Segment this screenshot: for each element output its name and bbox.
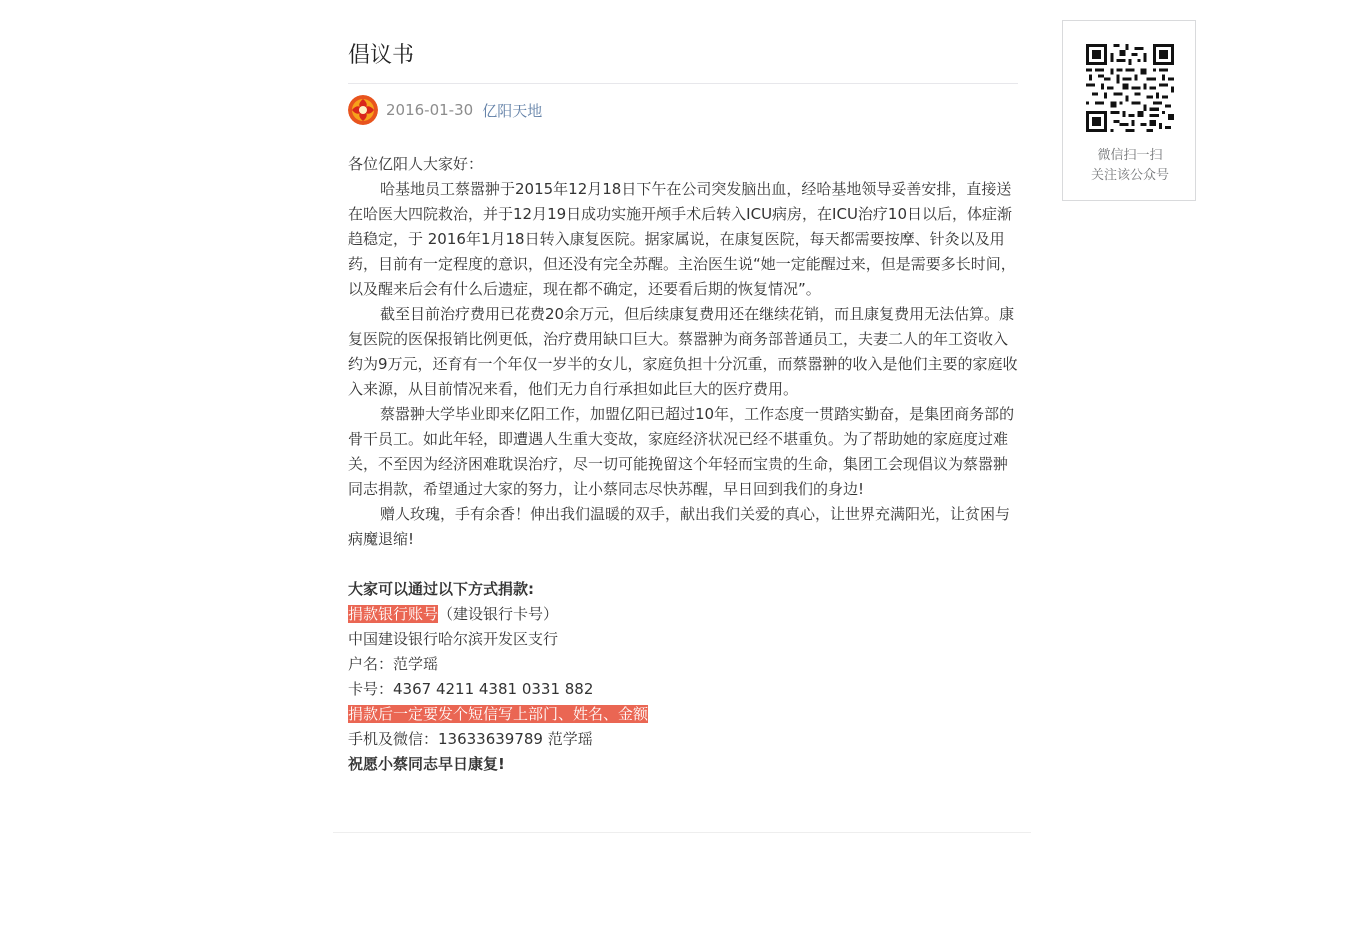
account-holder: 户名：范学瑶 (348, 655, 439, 673)
qr-caption-follow: 关注该公众号 (1090, 168, 1169, 183)
publish-date: 2016-01-30 (386, 101, 474, 119)
closing-wish: 祝愿小蔡同志早日康复! (348, 755, 505, 773)
bank-name: 中国建设银行哈尔滨开发区支行 (348, 630, 559, 648)
account-line (348, 602, 1018, 627)
content-bottom-divider (333, 832, 1031, 833)
sms-note-line (348, 702, 1018, 727)
article-title: 倡议书 (348, 43, 415, 68)
account-label-highlight: 捐款银行账号 (348, 605, 439, 623)
account-name-link[interactable]: 亿阳天地 (482, 101, 543, 120)
card-number: 卡号：4367 4211 4381 0331 882 (348, 680, 594, 698)
greeting: 各位亿阳人大家好： (348, 155, 484, 173)
article-meta (348, 95, 542, 125)
paragraph: 赠人玫瑰，手有余香！伸出我们温暖的双手，献出我们关爱的真心，让世界充满阳光，让贫困与病魔退缩! (348, 505, 1011, 548)
spacer (348, 552, 1018, 577)
paragraph: 截至目前治疗费用已花费20余万元，但后续康复费用还在继续花销，而且康复费用无法估算。康复医院的医保报销比例更低，治疗费用缺口巨大。蔡嚣翀为商务部普通员工，夫妻二人的年工资收入约为9万元，还育有一个年仅一岁半的女儿，家庭负担十分沉重，而蔡嚣翀的收入是他们主要的家庭收入来源，从目前情况来看，他们无力自行承担如此巨大的医疗费用。 (348, 305, 1018, 398)
sun-logo-icon[interactable] (348, 95, 378, 125)
qr-panel (1062, 20, 1196, 201)
account-label-note: （建设银行卡号） (438, 605, 559, 623)
qr-code-icon (1086, 44, 1174, 132)
paragraph: 哈基地员工蔡嚣翀于2015年12月18日下午在公司突发脑出血，经哈基地领导妥善安排，直接送在哈医大四院救治，并于12月19日成功实施开颅手术后转入ICU病房，在ICU治疗10日以后，体症渐趋稳定，于 2016年1月18日转入康复医院。据家属说，在康复医院，每天都需要按摩、针灸以及用药，目前有一定程度的意识，但还没有完全苏醒。主治医生说“她一定能醒过来，但是需要多长时间，以及醒来后会有什么后遗症，现在都不确定，还要看后期的恢复情况”。 (348, 180, 1016, 298)
paragraph: 蔡嚣翀大学毕业即来亿阳工作，加盟亿阳已超过10年，工作态度一贯踏实勤奋，是集团商务部的骨干员工。如此年轻，即遭遇人生重大变故，家庭经济状况已经不堪重负。为了帮助她的家庭度过难关，不至因为经济困难耽误治疗，尽一切可能挽留这个年轻而宝贵的生命，集团工会现倡议为蔡嚣翀同志捐款，希望通过大家的努力，让小蔡同志尽快苏醒，早日回到我们的身边! (348, 405, 1015, 498)
donation-heading: 大家可以通过以下方式捐款: (348, 580, 534, 598)
article-content (348, 152, 1018, 777)
title-divider (348, 83, 1018, 84)
contact-info: 手机及微信：13633639789 范学瑶 (348, 730, 593, 748)
qr-caption-scan: 微信扫一扫 (1097, 148, 1163, 163)
sms-note-highlight: 捐款后一定要发个短信写上部门、姓名、金额 (348, 705, 649, 723)
